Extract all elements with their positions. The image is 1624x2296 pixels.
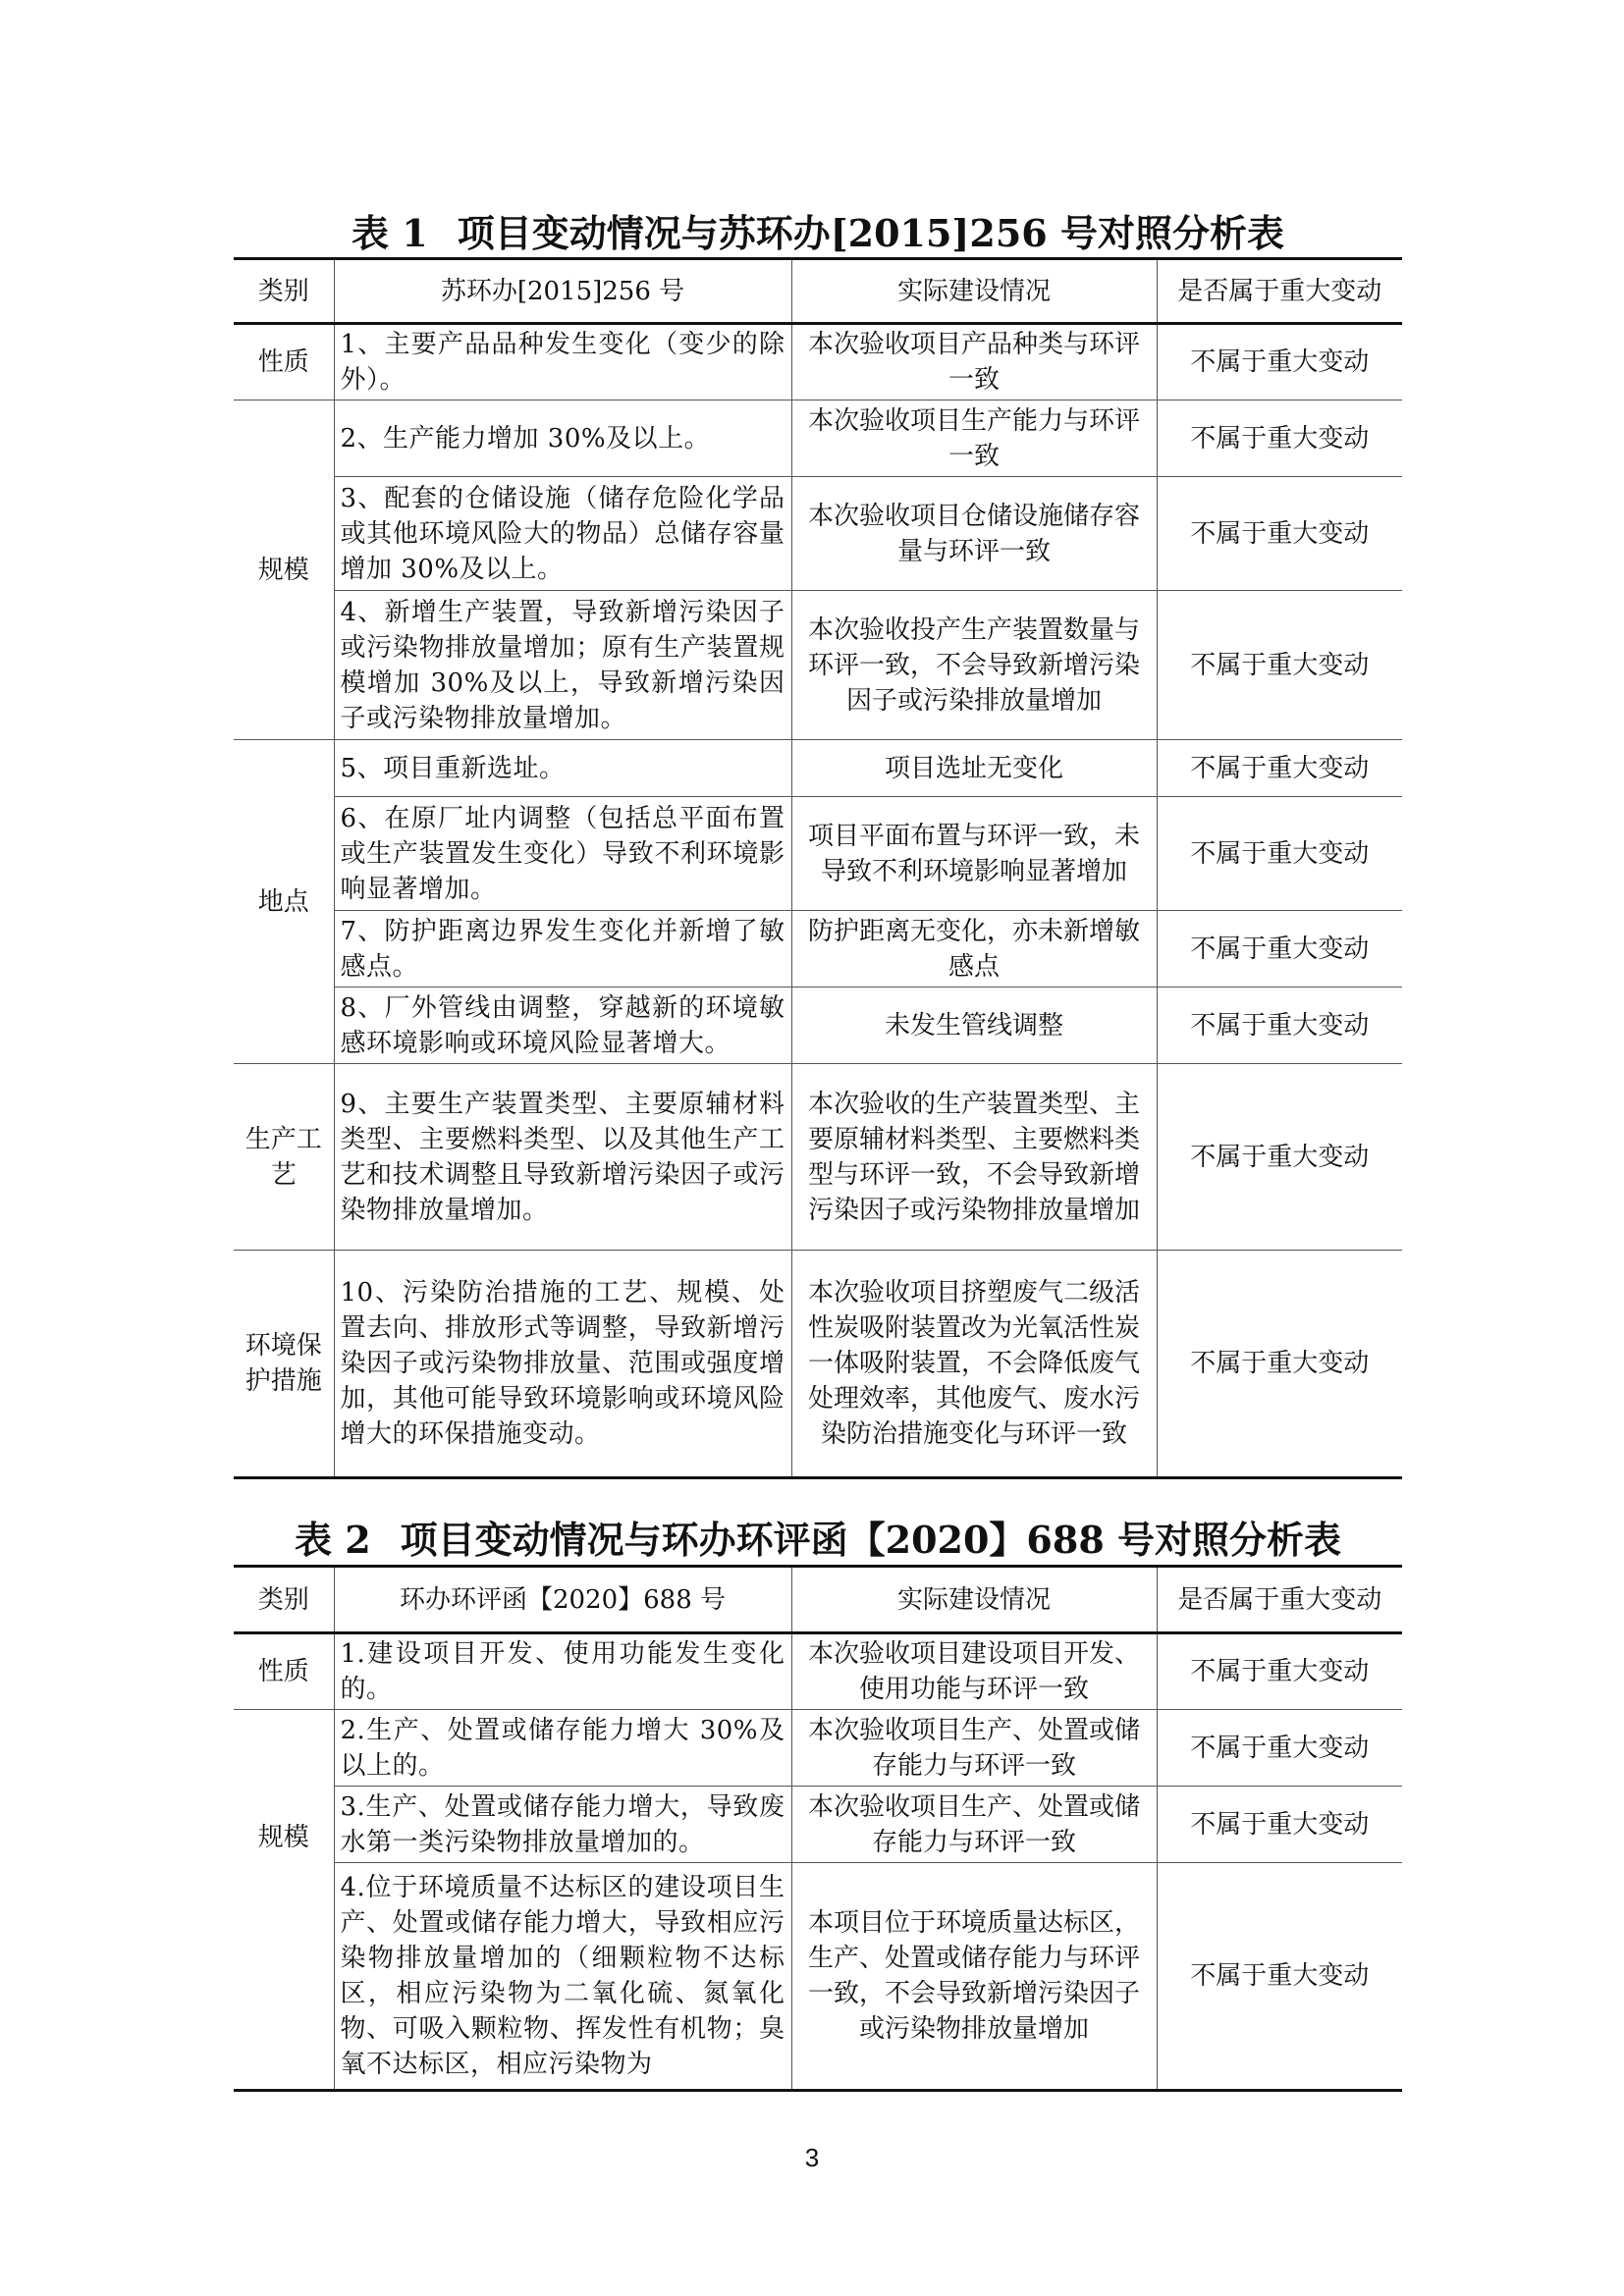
table2-header-category: 类别 bbox=[234, 1567, 334, 1633]
actual-cell: 未发生管线调整 bbox=[791, 988, 1157, 1064]
requirement-cell: 2.生产、处置或储存能力增大 30%及以上的。 bbox=[334, 1710, 791, 1787]
requirement-cell: 2、生产能力增加 30%及以上。 bbox=[334, 400, 791, 477]
result-cell: 不属于重大变动 bbox=[1157, 797, 1402, 911]
table2-header-result: 是否属于重大变动 bbox=[1157, 1567, 1402, 1633]
table1-title bbox=[234, 210, 1402, 257]
requirement-cell: 3.生产、处置或储存能力增大，导致废水第一类污染物排放量增加的。 bbox=[334, 1787, 791, 1863]
table-row bbox=[234, 324, 1402, 400]
actual-cell: 本次验收项目生产、处置或储存能力与环评一致 bbox=[791, 1710, 1157, 1787]
table-row bbox=[234, 1251, 1402, 1478]
actual-cell: 本次验收投产生产装置数量与环评一致，不会导致新增污染因子或污染排放量增加 bbox=[791, 591, 1157, 740]
actual-cell: 本次验收项目挤塑废气二级活性炭吸附装置改为光氧活性炭一体吸附装置，不会降低废气处理效率，其他废气、废水污染防治措施变化与环评一致 bbox=[791, 1251, 1157, 1478]
table2-header-actual: 实际建设情况 bbox=[791, 1567, 1157, 1633]
requirement-cell: 9、主要生产装置类型、主要原辅材料类型、主要燃料类型、以及其他生产工艺和技术调整且导致新增污染因子或污染物排放量增加。 bbox=[334, 1064, 791, 1251]
requirement-cell: 10、污染防治措施的工艺、规模、处置去向、排放形式等调整，导致新增污染因子或污染物排放量、范围或强度增加，其他可能导致环境影响或环境风险增大的环保措施变动。 bbox=[334, 1251, 791, 1478]
table1-header-row bbox=[234, 259, 1402, 324]
category-cell: 生产工艺 bbox=[234, 1064, 334, 1251]
table2-header-requirement: 环办环评函【2020】688 号 bbox=[334, 1567, 791, 1633]
actual-cell: 项目选址无变化 bbox=[791, 740, 1157, 797]
table1-title-text: 项目变动情况与苏环办[2015]256 号对照分析表 bbox=[457, 211, 1284, 255]
table-row bbox=[234, 400, 1402, 477]
table-row bbox=[234, 1863, 1402, 2091]
result-cell: 不属于重大变动 bbox=[1157, 1251, 1402, 1478]
result-cell: 不属于重大变动 bbox=[1157, 324, 1402, 400]
actual-cell: 本次验收项目仓储设施储存容量与环评一致 bbox=[791, 477, 1157, 591]
result-cell: 不属于重大变动 bbox=[1157, 1710, 1402, 1787]
requirement-cell: 4、新增生产装置，导致新增污染因子或污染物排放量增加；原有生产装置规模增加 30%及以上，导致新增污染因子或污染物排放量增加。 bbox=[334, 591, 791, 740]
table1 bbox=[234, 257, 1402, 1479]
result-cell: 不属于重大变动 bbox=[1157, 911, 1402, 988]
table-row bbox=[234, 740, 1402, 797]
requirement-cell: 4.位于环境质量不达标区的建设项目生产、处置或储存能力增大，导致相应污染物排放量增加的（细颗粒物不达标区，相应污染物为二氧化硫、氮氧化物、可吸入颗粒物、挥发性有机物；臭氧不达标区，相应污染物为 bbox=[334, 1863, 791, 2091]
table-row bbox=[234, 988, 1402, 1064]
requirement-cell: 3、配套的仓储设施（储存危险化学品或其他环境风险大的物品）总储存容量增加 30%及以上。 bbox=[334, 477, 791, 591]
result-cell: 不属于重大变动 bbox=[1157, 1787, 1402, 1863]
category-cell: 性质 bbox=[234, 1633, 334, 1710]
result-cell: 不属于重大变动 bbox=[1157, 988, 1402, 1064]
table-row bbox=[234, 477, 1402, 591]
requirement-cell: 1、主要产品品种发生变化（变少的除外）。 bbox=[334, 324, 791, 400]
result-cell: 不属于重大变动 bbox=[1157, 477, 1402, 591]
table1-header-category: 类别 bbox=[234, 259, 334, 324]
table-row bbox=[234, 1633, 1402, 1710]
table2-title bbox=[234, 1517, 1402, 1564]
table2-title-text: 项目变动情况与环办环评函【2020】688 号对照分析表 bbox=[400, 1518, 1341, 1562]
actual-cell: 防护距离无变化，亦未新增敏感点 bbox=[791, 911, 1157, 988]
actual-cell: 项目平面布置与环评一致，未导致不利环境影响显著增加 bbox=[791, 797, 1157, 911]
table1-header-result: 是否属于重大变动 bbox=[1157, 259, 1402, 324]
page-number: 3 bbox=[804, 2143, 820, 2172]
category-cell: 环境保护措施 bbox=[234, 1251, 334, 1478]
table-row bbox=[234, 591, 1402, 740]
requirement-cell: 7、防护距离边界发生变化并新增了敏感点。 bbox=[334, 911, 791, 988]
table-row bbox=[234, 1064, 1402, 1251]
requirement-cell: 5、项目重新选址。 bbox=[334, 740, 791, 797]
table1-header-actual: 实际建设情况 bbox=[791, 259, 1157, 324]
actual-cell: 本项目位于环境质量达标区，生产、处置或储存能力与环评一致，不会导致新增污染因子或污染物排放量增加 bbox=[791, 1863, 1157, 2091]
actual-cell: 本次验收的生产装置类型、主要原辅材料类型、主要燃料类型与环评一致，不会导致新增污染因子或污染物排放量增加 bbox=[791, 1064, 1157, 1251]
result-cell: 不属于重大变动 bbox=[1157, 1633, 1402, 1710]
result-cell: 不属于重大变动 bbox=[1157, 400, 1402, 477]
table-row bbox=[234, 1787, 1402, 1863]
requirement-cell: 6、在原厂址内调整（包括总平面布置或生产装置发生变化）导致不利环境影响显著增加。 bbox=[334, 797, 791, 911]
table1-header-requirement: 苏环办[2015]256 号 bbox=[334, 259, 791, 324]
category-cell: 地点 bbox=[234, 740, 334, 1064]
requirement-cell: 8、厂外管线由调整，穿越新的环境敏感环境影响或环境风险显著增大。 bbox=[334, 988, 791, 1064]
actual-cell: 本次验收项目生产能力与环评一致 bbox=[791, 400, 1157, 477]
table2-header-row bbox=[234, 1567, 1402, 1633]
actual-cell: 本次验收项目生产、处置或储存能力与环评一致 bbox=[791, 1787, 1157, 1863]
result-cell: 不属于重大变动 bbox=[1157, 1863, 1402, 2091]
table-row bbox=[234, 1710, 1402, 1787]
result-cell: 不属于重大变动 bbox=[1157, 591, 1402, 740]
actual-cell: 本次验收项目建设项目开发、使用功能与环评一致 bbox=[791, 1633, 1157, 1710]
table-row bbox=[234, 797, 1402, 911]
table1-title-number: 表 1 bbox=[352, 211, 428, 255]
category-cell: 规模 bbox=[234, 1710, 334, 2091]
category-cell: 规模 bbox=[234, 400, 334, 740]
table2 bbox=[234, 1565, 1402, 2092]
result-cell: 不属于重大变动 bbox=[1157, 1064, 1402, 1251]
actual-cell: 本次验收项目产品种类与环评一致 bbox=[791, 324, 1157, 400]
requirement-cell: 1.建设项目开发、使用功能发生变化的。 bbox=[334, 1633, 791, 1710]
table2-title-number: 表 2 bbox=[295, 1518, 371, 1562]
category-cell: 性质 bbox=[234, 324, 334, 400]
result-cell: 不属于重大变动 bbox=[1157, 740, 1402, 797]
table-row bbox=[234, 911, 1402, 988]
